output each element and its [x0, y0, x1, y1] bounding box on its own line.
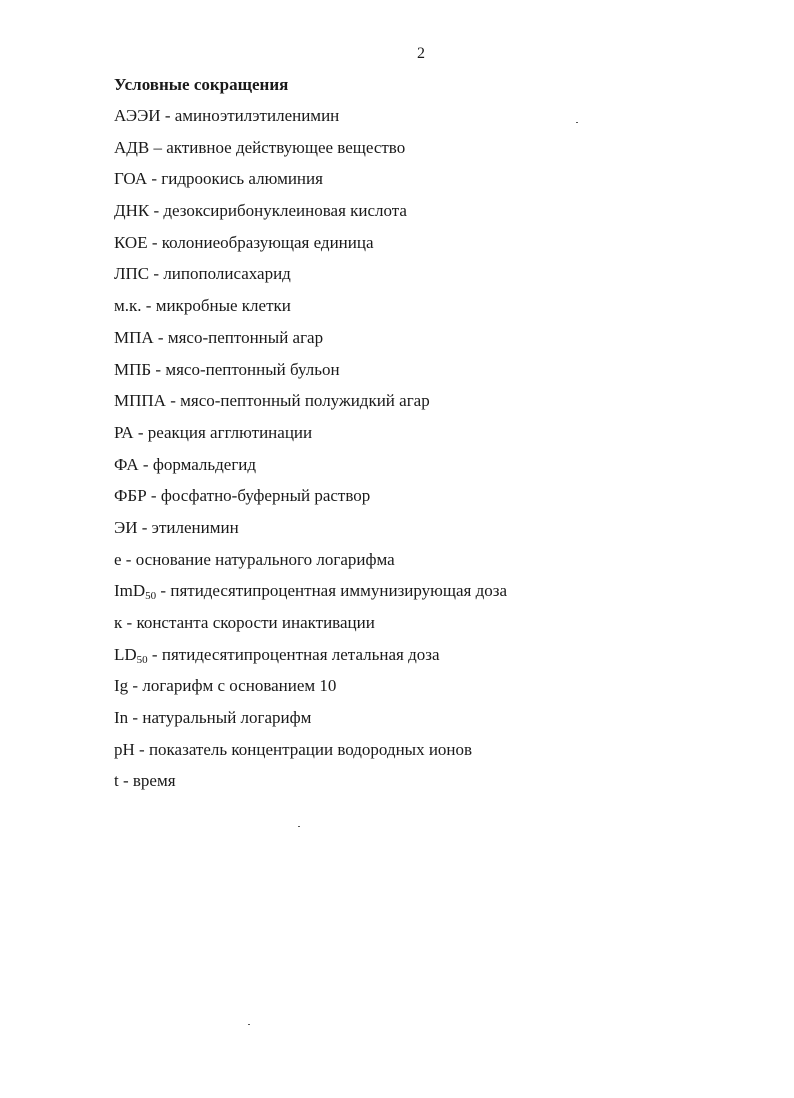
abbreviation-definition: липополисахарид [163, 264, 291, 284]
abbreviation-definition: мясо-пептонный полужидкий агар [180, 391, 430, 411]
abbreviation-term: ЭИ [114, 517, 138, 537]
abbreviation-separator: - [160, 581, 167, 601]
abbreviation-item [114, 702, 507, 734]
abbreviation-definition: константа скорости инактивации [136, 613, 375, 632]
abbreviation-separator: - [145, 296, 152, 316]
abbreviation-term: ГОА [114, 169, 148, 189]
abbreviation-subscript: 50 [145, 590, 157, 603]
abbreviation-separator: - [122, 771, 129, 791]
abbreviation-definition: дезоксирибонуклеиновая кислота [163, 201, 407, 221]
abbreviation-item [114, 258, 507, 290]
abbreviation-item [114, 322, 507, 354]
abbreviation-subscript: 50 [136, 653, 148, 666]
abbreviation-item [114, 132, 507, 164]
abbreviation-separator: - [151, 232, 158, 252]
section-heading: Условные сокращения [114, 75, 289, 94]
abbreviation-separator: - [170, 391, 176, 411]
abbreviation-separator: – [153, 137, 162, 157]
abbreviation-item [114, 670, 507, 702]
abbreviation-definition: время [132, 771, 176, 791]
abbreviation-term: pH [114, 739, 135, 759]
abbreviation-item [114, 100, 507, 132]
abbreviation-separator: - [137, 422, 144, 442]
abbreviation-item [114, 639, 507, 671]
abbreviation-separator: - [151, 644, 158, 664]
abbreviation-definition: этиленимин [151, 517, 239, 537]
scan-speck [248, 1024, 250, 1025]
abbreviation-definition: колониеобразующая единица [161, 232, 374, 252]
abbreviation-separator: - [125, 549, 132, 569]
page-number: 2 [417, 45, 425, 62]
abbreviation-separator: - [153, 264, 160, 284]
abbreviation-term: КОЕ [114, 232, 148, 252]
abbreviation-separator: - [141, 517, 148, 537]
scan-speck [576, 122, 578, 123]
abbreviation-definition: реакция агглютинации [147, 422, 313, 442]
abbreviation-separator: - [151, 169, 158, 189]
abbreviation-definition: активное действующее вещество [166, 137, 406, 157]
abbreviation-separator: - [157, 327, 164, 347]
abbreviation-list [114, 100, 507, 797]
abbreviation-definition: микробные клетки [155, 296, 291, 316]
abbreviation-separator: - [155, 359, 162, 379]
abbreviation-item [114, 734, 507, 766]
abbreviation-definition: формальдегид [152, 454, 257, 474]
abbreviation-separator: - [164, 106, 171, 125]
abbreviation-term: АЭЭИ [114, 106, 161, 125]
abbreviation-definition: показатель концентрации водородных ионов [148, 739, 473, 759]
abbreviation-separator: - [132, 676, 139, 696]
abbreviation-term: ФБР [114, 486, 147, 506]
abbreviation-separator: - [132, 708, 139, 728]
abbreviation-definition: аминоэтилэтиленимин [174, 106, 340, 125]
abbreviation-term: РА [114, 422, 134, 442]
abbreviation-definition: пятидесятипроцентная летальная доза [161, 644, 440, 664]
abbreviation-item [114, 765, 507, 797]
abbreviation-item [114, 575, 507, 607]
abbreviation-term: МППА [114, 391, 166, 411]
abbreviation-item [114, 607, 507, 639]
abbreviation-term: ImD [114, 581, 146, 601]
abbreviation-definition: основание натурального логарифма [135, 549, 395, 569]
abbreviation-item [114, 163, 507, 195]
abbreviation-term: МПБ [114, 359, 152, 379]
abbreviation-term: МПА [114, 327, 154, 347]
abbreviation-item [114, 480, 507, 512]
abbreviation-item [114, 449, 507, 481]
abbreviation-definition: логарифм с основанием 10 [142, 676, 337, 696]
abbreviation-item [114, 195, 507, 227]
abbreviation-separator: - [153, 201, 160, 221]
abbreviation-definition: натуральный логарифм [142, 708, 312, 728]
abbreviation-item [114, 512, 507, 544]
abbreviation-term: АДВ [114, 137, 150, 157]
abbreviation-definition: мясо-пептонный агар [167, 327, 324, 347]
abbreviation-definition: мясо-пептонный бульон [165, 359, 340, 379]
abbreviation-item [114, 354, 507, 386]
abbreviation-term: In [114, 708, 129, 728]
abbreviation-item [114, 290, 507, 322]
abbreviation-term: е [114, 549, 122, 569]
abbreviation-item [114, 227, 507, 259]
abbreviation-term: ЛПС [114, 264, 150, 284]
abbreviation-item [114, 417, 507, 449]
abbreviation-term: ФА [114, 454, 139, 474]
abbreviation-term: t [114, 771, 119, 791]
abbreviation-separator: - [142, 454, 149, 474]
abbreviation-term: ДНК [114, 201, 150, 221]
abbreviation-definition: гидроокись алюминия [161, 169, 323, 189]
scan-speck [298, 826, 300, 827]
abbreviation-item [114, 385, 507, 417]
abbreviation-term: м.к. [114, 296, 142, 316]
abbreviation-definition: пятидесятипроцентная иммунизирующая доза [170, 581, 507, 601]
abbreviation-term: Ig [114, 676, 129, 696]
abbreviation-term: к [114, 613, 123, 632]
abbreviation-definition: фосфатно-буферный раствор [160, 486, 371, 506]
abbreviation-item [114, 544, 507, 576]
abbreviation-separator: - [126, 613, 133, 632]
abbreviation-term: LD [114, 644, 137, 664]
abbreviation-separator: - [150, 486, 157, 506]
abbreviation-separator: - [139, 739, 145, 759]
